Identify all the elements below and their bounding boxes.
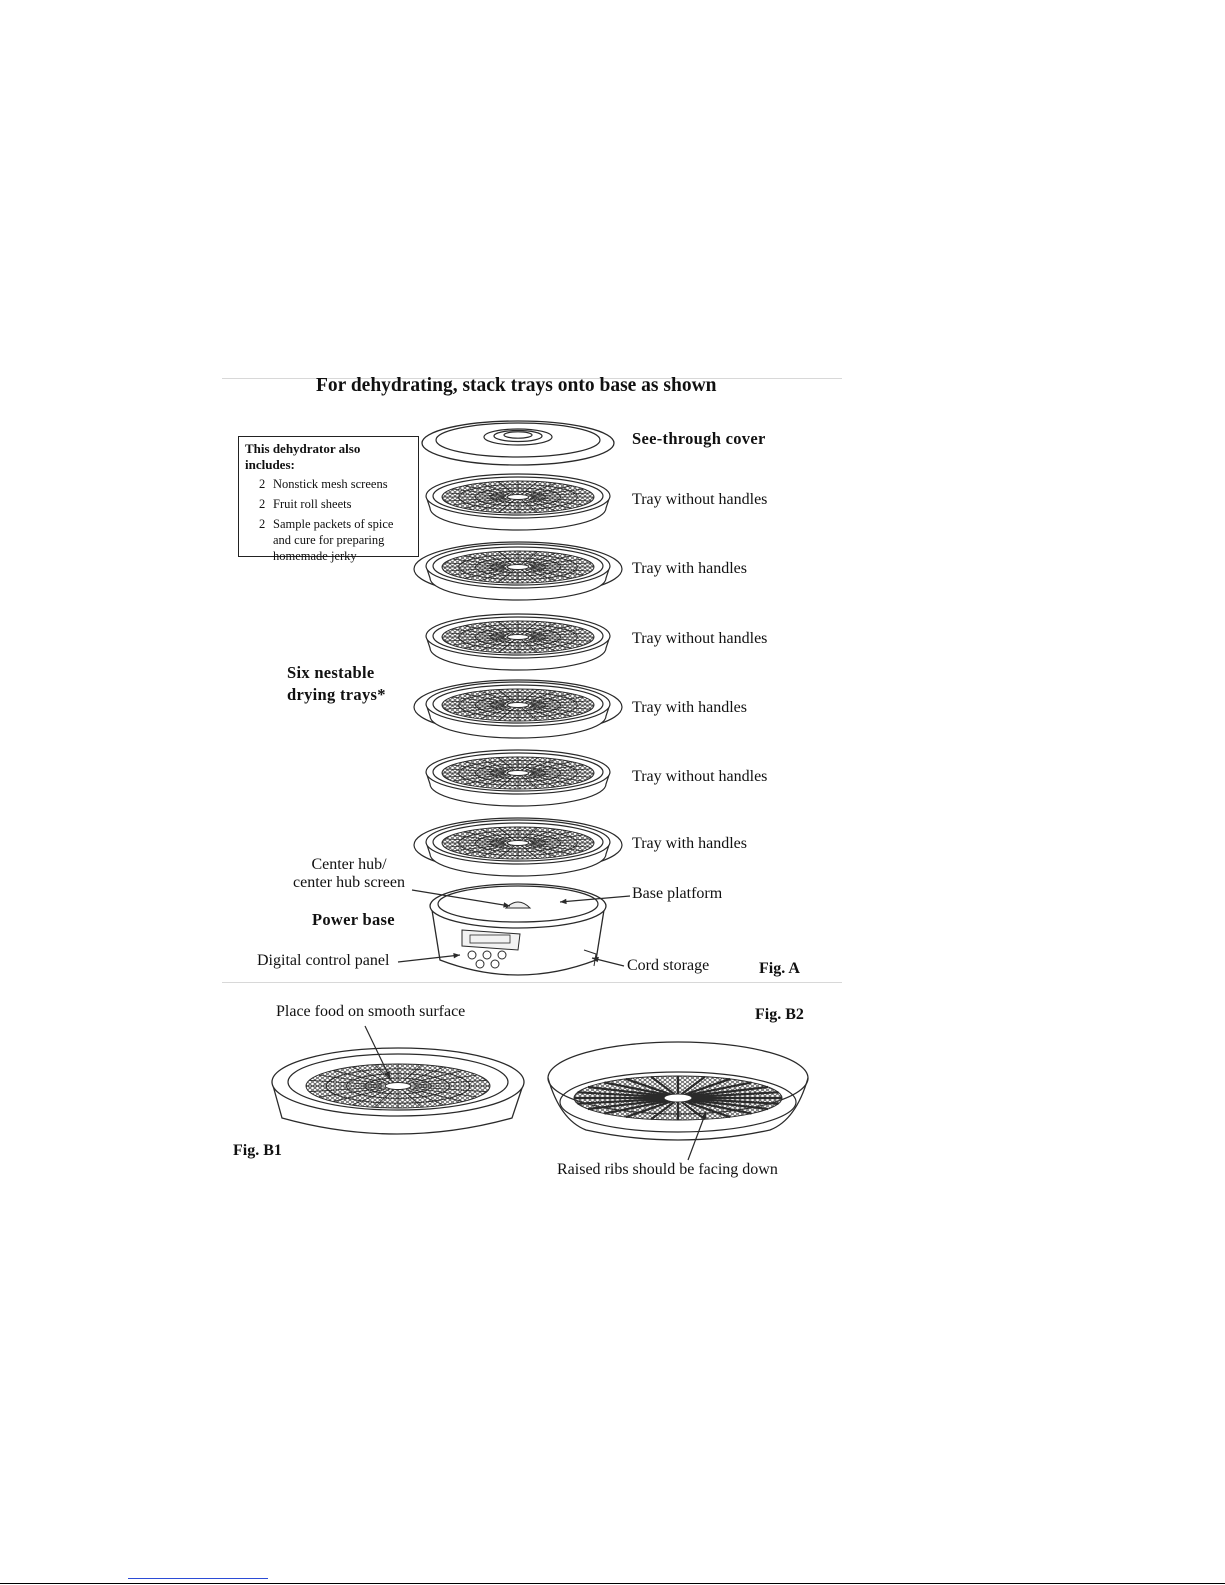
control-button <box>483 951 491 959</box>
tray-with-handles <box>414 542 622 600</box>
see-through-cover <box>422 421 614 465</box>
cover-label: See-through cover <box>632 429 766 448</box>
tray-label-6: Tray with handles <box>632 835 747 852</box>
power-base-label: Power base <box>312 910 395 929</box>
fig-b1-label: Fig. B1 <box>233 1142 282 1159</box>
includes-item: 2 Nonstick mesh screens <box>259 477 388 491</box>
b2-hub <box>664 1094 692 1102</box>
base-platform-label: Base platform <box>632 885 723 902</box>
fig-b2-caption: Raised ribs should be facing down <box>557 1161 778 1178</box>
tray-without-handles <box>426 750 610 806</box>
diagram-heading: For dehydrating, stack trays onto base as shown <box>316 375 717 396</box>
control-button <box>476 960 484 968</box>
control-button <box>491 960 499 968</box>
cover-rim <box>422 421 614 465</box>
tray-without-handles <box>426 614 610 670</box>
fig-b1-tray <box>272 1048 524 1134</box>
center-hub-label: Center hub/ center hub screen <box>293 856 405 891</box>
fig-b2-tray <box>548 1042 808 1140</box>
tray-with-handles <box>414 680 622 738</box>
includes-item: 2 Fruit roll sheets <box>259 497 352 511</box>
control-panel-label: Digital control panel <box>257 952 390 969</box>
control-button <box>498 951 506 959</box>
tray-label-5: Tray without handles <box>632 768 768 785</box>
tray-label-1: Tray without handles <box>632 491 768 508</box>
control-button <box>468 951 476 959</box>
footer-rule <box>0 1583 1225 1584</box>
fig-b2-label: Fig. B2 <box>755 1006 804 1023</box>
cord-storage-label: Cord storage <box>627 957 710 974</box>
tray-without-handles <box>426 474 610 530</box>
tray-label-3: Tray without handles <box>632 630 768 647</box>
footer-link-underline <box>128 1578 268 1579</box>
fig-b1-caption: Place food on smooth surface <box>276 1003 466 1020</box>
fig-a-label: Fig. A <box>759 960 800 977</box>
control-display <box>462 930 520 950</box>
trays-group-label: Six nestable drying trays* <box>287 663 386 704</box>
includes-item: 2 Sample packets of spice and cure for preparing homemade jerky <box>259 517 394 563</box>
tray-label-2: Tray with handles <box>632 560 747 577</box>
tray-with-handles <box>414 818 622 876</box>
includes-title: This dehydrator also includes: <box>245 441 361 472</box>
tray-label-4: Tray with handles <box>632 699 747 716</box>
drying-trays <box>414 474 622 876</box>
